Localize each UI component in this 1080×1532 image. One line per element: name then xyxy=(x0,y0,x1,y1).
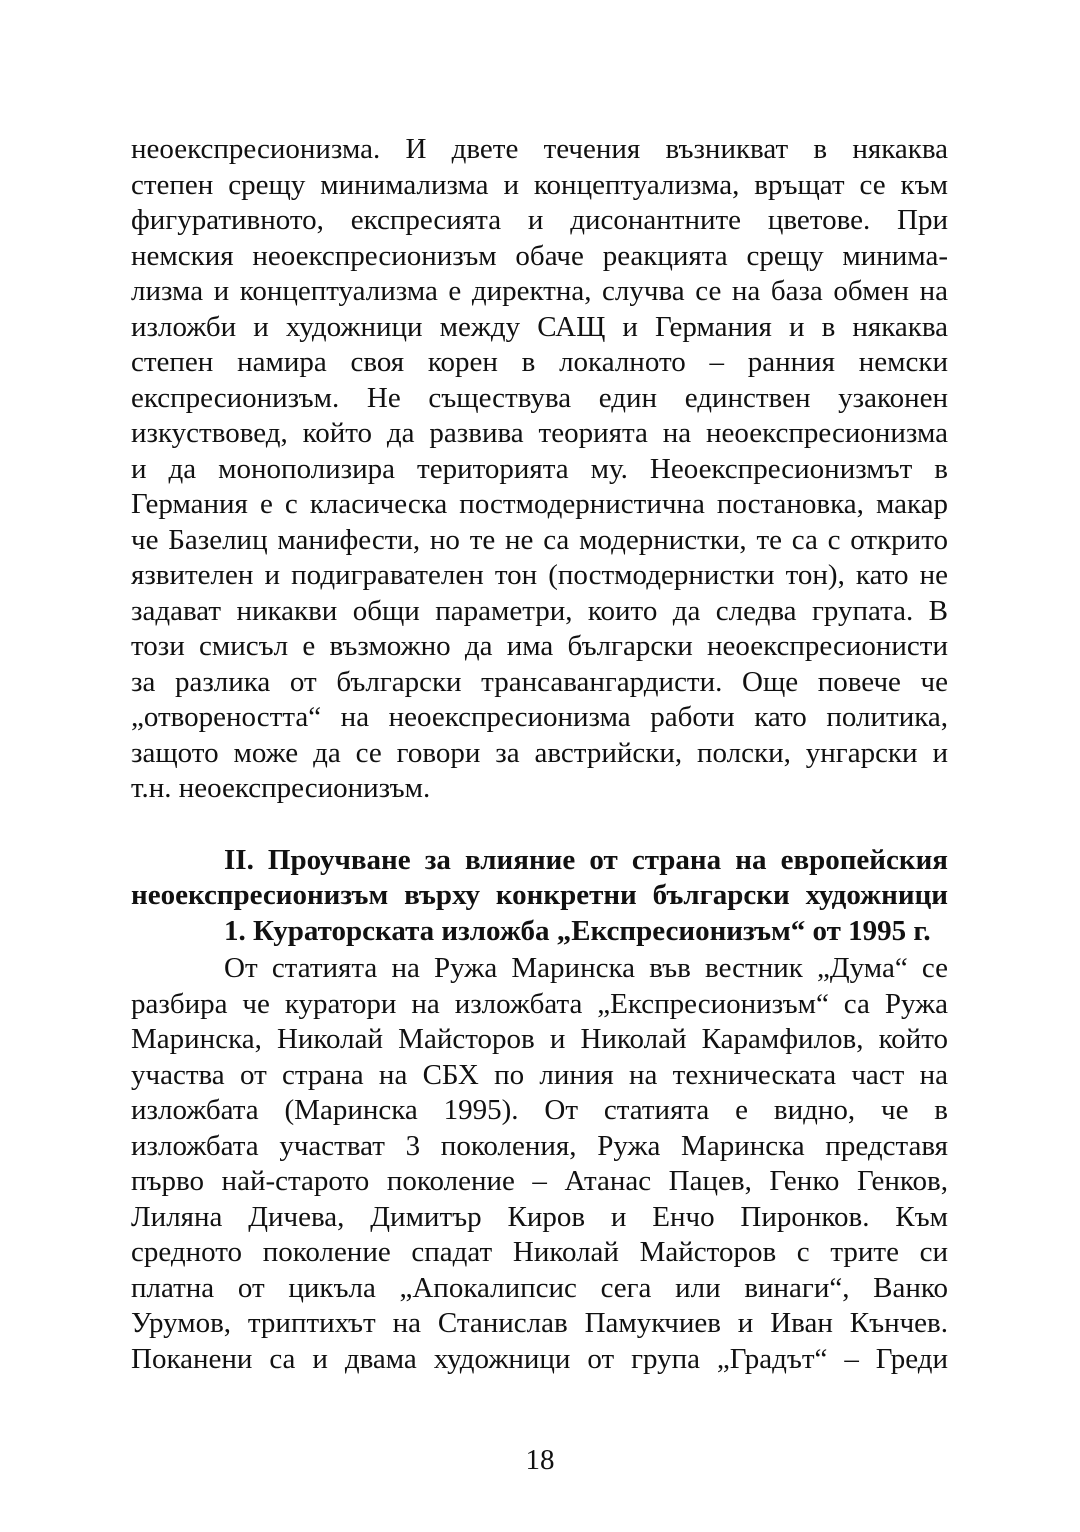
text-line: язвителен и подигравателен тон (постмодернистки тон), като не xyxy=(131,559,948,591)
text-line: изложбата участват 3 поколения, Ружа Маринска представя xyxy=(131,1129,948,1162)
paragraph-1 xyxy=(131,132,948,807)
text-line: неоекспресионизма. И двете течения възникват в някаква xyxy=(131,133,948,165)
text-line: изложбата (Маринска 1995). От статията е видно, че в xyxy=(131,1094,948,1126)
text-line: немския неоекспресионизъм обаче реакцията срещу минима- xyxy=(131,239,948,272)
text-line: разбира че куратори на изложбата „Експресионизъм“ са Ружа xyxy=(131,987,948,1020)
paragraph-gap xyxy=(131,807,948,843)
text-line: първо най-старото поколение – Атанас Пацев, Генко Генков, xyxy=(131,1165,948,1197)
page-body xyxy=(131,132,948,1377)
section-heading-line: II. Проучване за влияние от страна на европейския xyxy=(224,843,948,876)
text-line: и да монополизира територията му. Неоекспресионизмът в xyxy=(131,452,948,485)
text-line: фигуративното, експресията и дисонантните цветове. При xyxy=(131,204,948,236)
text-line: степен намира своя корен в локалното – ранния немски xyxy=(131,346,948,378)
page-number: 18 xyxy=(525,1444,555,1476)
text-line: От статията на Ружа Маринска във вестник „Дума“ се xyxy=(224,952,948,984)
text-line: Маринска, Николай Майсторов и Николай Карамфилов, който xyxy=(131,1023,948,1055)
text-line: средното поколение спадат Николай Майсторов с трите си xyxy=(131,1236,948,1268)
text-line: изложби и художници между САЩ и Германия и в някаква xyxy=(131,310,948,343)
text-line: платна от цикъла „Апокалипсис сега или винаги“, Ванко xyxy=(131,1271,948,1304)
text-line: Лиляна Дичева, Димитър Киров и Енчо Пиронков. Към xyxy=(131,1200,948,1233)
text-line: Поканени са и двама художници от група „Градът“ – Греди xyxy=(131,1342,948,1375)
text-line: степен срещу минимализма и концептуализма, връщат се към xyxy=(131,168,948,201)
text-line: участва от страна на СБХ по линия на техническата част на xyxy=(131,1058,948,1091)
text-line: лизма и концептуализма е директна, случва се на база обмен на xyxy=(131,275,948,307)
text-line: този смисъл е възможно да има български неоекспресионисти xyxy=(131,630,948,662)
text-line: експресионизъм. Не съществува един единствен узаконен xyxy=(131,381,948,414)
subsection-heading: 1. Кураторската изложба „Експресионизъм“ от 1995 г. xyxy=(224,914,931,947)
text-line: защото може да се говори за австрийски, полски, унгарски и xyxy=(131,736,948,769)
text-line: т.н. неоекспресионизъм. xyxy=(131,772,431,804)
text-line: „отвореността“ на неоекспресионизма работи като политика, xyxy=(131,701,948,733)
text-line: задават никакви общи параметри, които да следва групата. В xyxy=(131,594,948,627)
paragraph-2 xyxy=(131,951,948,1377)
text-line: Урумов, триптихът на Станислав Памукчиев и Иван Кънчев. xyxy=(131,1307,948,1339)
text-line: че Базелиц манифести, но те не са модернистки, те са с открито xyxy=(131,523,948,556)
text-line: за разлика от български трансавангардисти. Още повече че xyxy=(131,665,948,698)
text-line: изкуствовед, който да развива теорията на неоекспресионизма xyxy=(131,417,948,449)
section-heading-line: неоекспресионизъм върху конкретни български художници xyxy=(131,879,948,911)
text-line: Германия е с класическа постмодернистична постановка, макар xyxy=(131,488,948,520)
section-heading xyxy=(131,843,948,950)
